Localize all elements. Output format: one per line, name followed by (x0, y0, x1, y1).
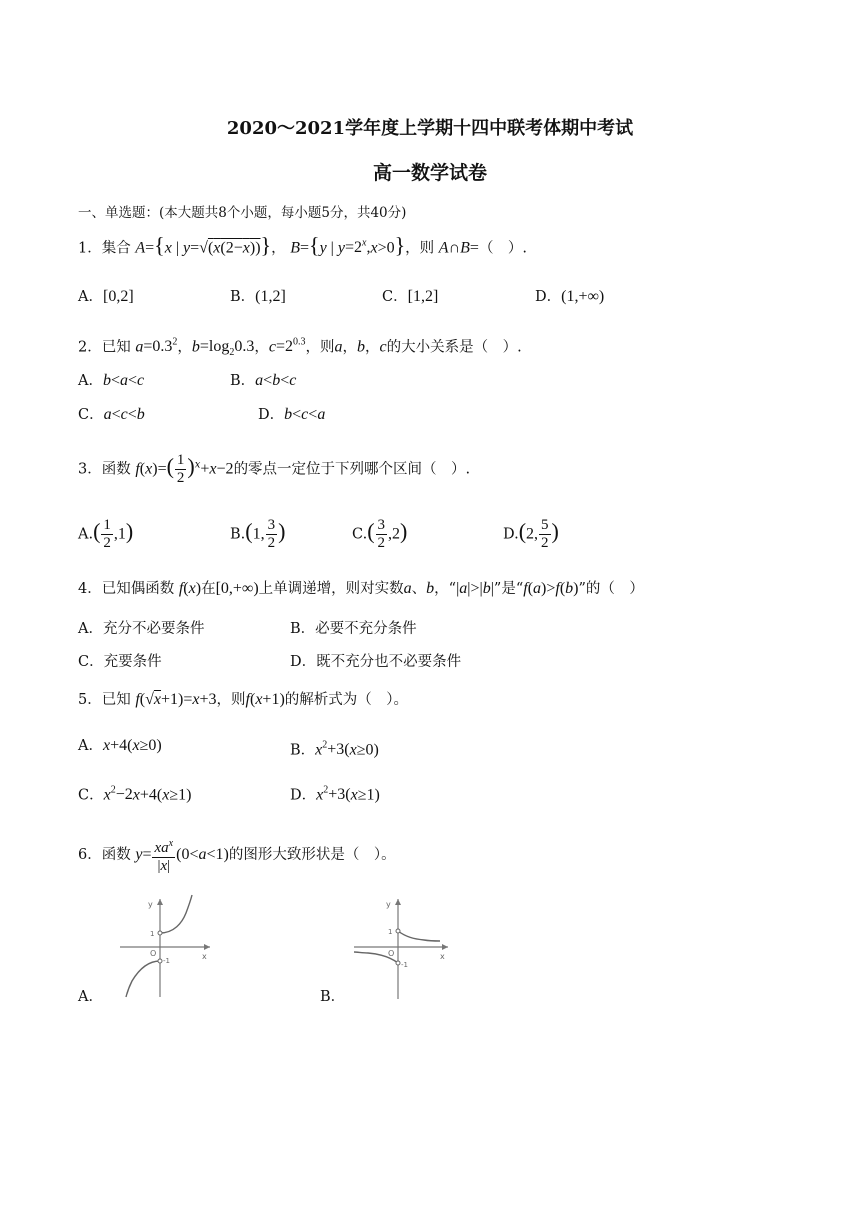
question-1: 1．集合 A={x | y=√(x(2−x))}， B={y | $y=2^x,x>0$}，则 A∩B=（ ）. (78, 232, 528, 258)
graph-a-curve-left (126, 961, 160, 997)
question-2: 2．已知 $a=0.3^2$，$b=\log_20.3$，$c=2^{0.3}$，则a，b，c的大小关系是（ ）. (78, 337, 522, 359)
q1-comma: ， (271, 240, 286, 257)
q3-option-a[interactable]: A.( $\frac{1}{2}$ ,1) (78, 517, 134, 551)
q2-option-a[interactable]: A．b<a<c (78, 372, 145, 389)
graph-b-open-point-top (396, 929, 400, 933)
q2-number: 2． (78, 339, 102, 356)
graph-b-origin-label: O (388, 949, 395, 958)
q1-option-c[interactable]: C．[1,2] (382, 288, 439, 305)
exam-subtitle: 高一数学试卷 (372, 162, 487, 184)
graph-a-open-point-bottom (158, 959, 162, 963)
graph-b-x-label: x (440, 952, 445, 961)
q3-number: 3． (78, 461, 102, 478)
graph-a-open-point-top (158, 931, 162, 935)
q3-tail: 的零点一定位于下列哪个区间（ ）. (233, 461, 471, 478)
q2-option-b[interactable]: B．a<b<c (230, 372, 297, 389)
q5-prefix: 已知 (101, 692, 131, 708)
q2-tail: 的大小关系是（ ）. (386, 339, 522, 356)
graph-b-curve-right (398, 931, 440, 941)
q3-option-d[interactable]: D.(2, $\frac{5}{2}$ ) (503, 517, 559, 551)
graph-b-y-label: y (386, 900, 391, 909)
q5-option-c[interactable]: C．$x^2-2x+4(x\ge 1)$ (78, 785, 192, 804)
q6-graph-b (348, 893, 458, 1005)
graph-b-neg-one-label: -1 (401, 961, 408, 969)
exam-title: 2020～2021学年度上学期十四中联考体期中考试 (226, 118, 634, 139)
q2-option-c[interactable]: C．a<c<b (78, 406, 145, 423)
q6-number: 6． (78, 847, 102, 863)
q2-option-d[interactable]: D．b<c<a (258, 406, 326, 423)
q1-prefix: 集合 (101, 240, 131, 257)
q4-option-a[interactable]: A．充分不必要条件 (78, 621, 205, 637)
q3-option-c[interactable]: C.( $\frac{3}{2}$ ,2) (352, 517, 408, 551)
q4-prefix: 已知偶函数 (101, 581, 175, 597)
q6-option-b[interactable]: B． (320, 989, 346, 1005)
q1-suffix: ，则 (405, 240, 435, 257)
q3-option-b[interactable]: B.(1, $\frac{3}{2}$ ) (230, 517, 286, 551)
graph-a-origin-label: O (150, 949, 157, 958)
section-heading: 一、单选题：(本大题共8个小题，每小题5分，共40分) (78, 205, 407, 221)
q1-number: 1． (78, 240, 102, 257)
graph-a-y-arrow (157, 899, 163, 905)
graph-b-x-arrow (442, 944, 448, 950)
graph-b-y-arrow (395, 899, 401, 905)
q4-option-d[interactable]: D．既不充分也不必要条件 (290, 654, 462, 670)
q6-graph-a (112, 893, 220, 1005)
graph-b-one-label: 1 (388, 928, 393, 936)
q2-suffix: ，则 (305, 339, 335, 356)
q4-option-c[interactable]: C．充要条件 (78, 654, 162, 670)
q5-option-d[interactable]: D．$x^2+3(x\ge 1)$ (290, 785, 380, 804)
q1-option-a[interactable]: A．[0,2] (78, 288, 134, 305)
q1-option-d[interactable]: D．(1,+∞) (535, 288, 605, 305)
graph-a-neg-one-label: -1 (163, 957, 170, 965)
q4-number: 4． (78, 581, 102, 597)
q5-option-a[interactable]: A．x+4(x≥0) (78, 737, 162, 754)
q1-set-b: B (290, 239, 300, 257)
q5-option-b[interactable]: B．$x^2+3(x\ge 0)$ (290, 740, 379, 759)
q4-option-b[interactable]: B．必要不充分条件 (290, 621, 417, 637)
question-5: 5．已知 f(√x+1)=x+3，则f(x+1)的解析式为（ ）。 (78, 691, 409, 708)
q1-option-b[interactable]: B．(1,2] (230, 288, 286, 305)
question-4: 4．已知偶函数 f(x)在[0,+∞)上单调递增，则对实数a、b，“|a|>|b|”是“f(a)>f(b)”的（ ） (78, 580, 644, 597)
question-3: 3．函数 f(x)=( $\frac{1}{2}$ )$^x$+x−2的零点一定位于下列哪个区间（ ）. (78, 452, 471, 486)
graph-a-one-label: 1 (150, 930, 155, 938)
q1-set-a: A (135, 239, 146, 257)
q2-prefix: 已知 (101, 339, 131, 356)
question-6: 6．函数 y= $\frac{xa^x}{|x|}$ (0<a<1)的图形大致形状是（ ）。 (78, 835, 396, 875)
q6-option-a[interactable]: A． (78, 989, 103, 1005)
q6-prefix: 函数 (101, 847, 131, 863)
q3-prefix: 函数 (101, 461, 131, 478)
graph-a-x-label: x (202, 952, 207, 961)
graph-a-curve-right (160, 895, 192, 933)
q5-number: 5． (78, 692, 102, 708)
q1-end: （ ）. (478, 240, 528, 257)
graph-a-x-arrow (204, 944, 210, 950)
graph-b-open-point-bottom (396, 961, 400, 965)
graph-a-y-label: y (148, 900, 153, 909)
